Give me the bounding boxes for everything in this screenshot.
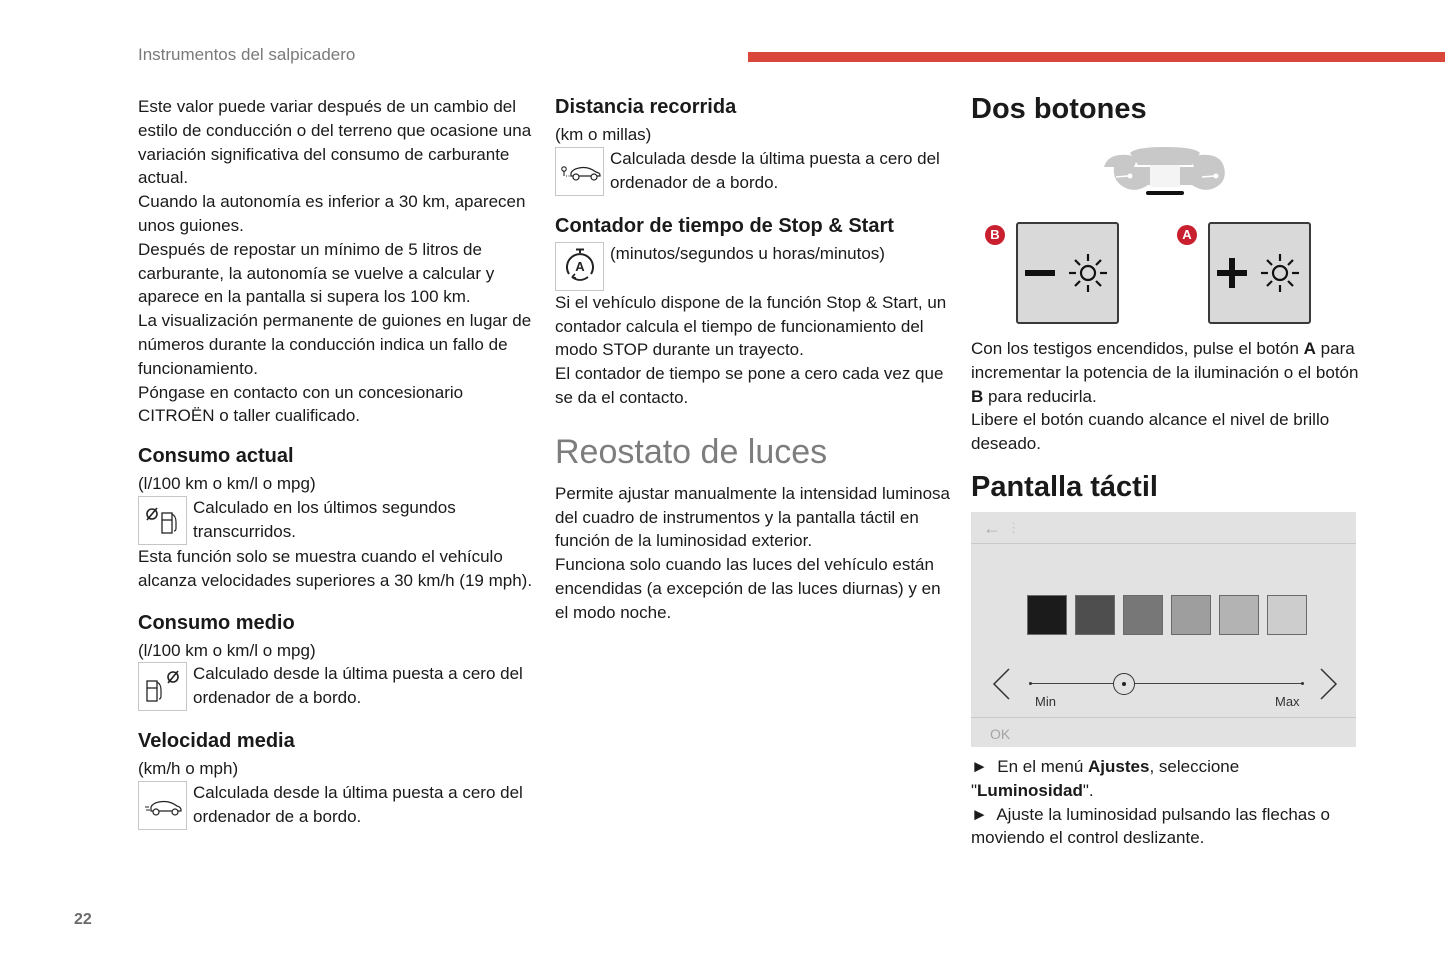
brightness-swatch-2 — [1075, 595, 1115, 635]
section-heading-reostato: Reostato de luces — [555, 432, 828, 471]
section-heading-consumo-medio: Consumo medio — [138, 611, 295, 634]
touchscreen-brightness-screen — [971, 512, 1356, 747]
button-a-ref: A — [1303, 339, 1316, 358]
section-heading-pantalla-tactil: Pantalla táctil — [971, 470, 1158, 503]
running-header-title: Instrumentos del salpicadero — [138, 45, 356, 64]
stop-start-units: (minutos/segundos u horas/minutos) — [610, 243, 885, 263]
consumo-medio-row — [138, 662, 538, 711]
intro-paragraph: La visualización permanente de guiones en lugar de números durante la conducción indica un fallo de funcionamiento. — [138, 311, 532, 378]
section-heading-dos-botones: Dos botones — [971, 93, 1147, 125]
units-text: (km/h o mph) — [138, 759, 239, 779]
svg-text:A: A — [574, 259, 585, 275]
instant-fuel-consumption-icon — [138, 496, 187, 545]
page-number: 22 — [74, 911, 92, 928]
consumo-actual-row — [138, 496, 538, 545]
dos-botones-instruction — [971, 337, 1361, 408]
dimmer-plus-button-a[interactable] — [1208, 222, 1311, 324]
intro-paragraph: Cuando la autonomía es inferior a 30 km, aparecen unos guiones. — [138, 192, 526, 235]
brightness-increase-arrow-icon[interactable] — [1317, 667, 1339, 701]
step-text: , seleccione — [1149, 757, 1240, 776]
section-heading-distancia: Distancia recorrida — [555, 96, 737, 118]
brightness-swatch-5 — [1219, 595, 1259, 635]
dos-botones-release-text: Libere el botón cuando alcance el nivel de brillo deseado. — [971, 410, 1330, 454]
brightness-slider-track[interactable] — [1031, 683, 1303, 684]
intro-paragraph: Este valor puede variar después de un cambio del estilo de conducción o del terreno que ocasione una variación significativa del consumo de carburante actual. — [138, 97, 532, 188]
quote-mark: " — [971, 780, 978, 800]
consumo-medio-description: Calculado desde la última puesta a cero del ordenador de a bordo. — [193, 664, 523, 708]
stop-start-paragraph: El contador de tiempo se pone a cero cada vez que se da el contacto. — [555, 364, 944, 407]
consumo-actual-note: Esta función solo se muestra cuando el vehículo alcanza velocidades superiores a 30 km/h (19 mph). — [138, 546, 533, 590]
step-text: ". — [1082, 780, 1094, 800]
step-1 — [971, 755, 1361, 803]
stop-start-timer-icon — [555, 242, 604, 291]
column-1 — [138, 95, 538, 830]
header-accent-bar — [748, 52, 1445, 62]
brightness-decrease-arrow-icon[interactable] — [991, 667, 1013, 701]
section-heading-velocidad-media: Velocidad media — [138, 730, 295, 753]
screen-top-bar — [971, 512, 1356, 544]
slider-min-label: Min — [1035, 694, 1056, 709]
step-text: Ajuste la luminosidad pulsando las flechas o moviendo el control deslizante. — [971, 804, 1330, 848]
brightness-swatch-1 — [1027, 595, 1067, 635]
stop-start-row — [555, 242, 950, 291]
ok-button[interactable]: OK — [990, 726, 1011, 742]
brightness-swatch-6 — [1267, 595, 1307, 635]
intro-paragraph: Después de repostar un mínimo de 5 litros de carburante, la autonomía se vuelve a calcular y aparece en la pantalla si supera los 100 km. — [138, 239, 495, 307]
average-speed-car-icon — [138, 781, 187, 830]
instruction-text: para incrementar la potencia de la iluminación o el botón — [971, 339, 1359, 382]
distancia-description: Calculada desde la última puesta a cero del ordenador de a bordo. — [610, 148, 940, 192]
brightness-swatch-3 — [1123, 595, 1163, 635]
dimmer-minus-button-b[interactable] — [1016, 222, 1119, 324]
instrument-cluster-illustration — [1100, 145, 1230, 197]
brightness-slider-knob[interactable] — [1113, 673, 1135, 695]
slider-max-label: Max — [1275, 694, 1300, 709]
button-b-badge: B — [985, 225, 1005, 245]
column-2 — [555, 95, 950, 625]
button-a-badge: A — [1177, 225, 1197, 245]
brightness-increase-icon — [1210, 224, 1309, 322]
menu-item-luminosidad: Luminosidad — [977, 780, 1083, 800]
distance-travelled-icon — [555, 147, 604, 196]
bullet-triangle-icon: ► — [971, 757, 988, 776]
section-heading-stop-start: Contador de tiempo de Stop & Start — [555, 214, 894, 237]
button-b-ref: B — [971, 386, 984, 406]
column-3-lower — [971, 337, 1361, 504]
velocidad-media-row — [138, 781, 538, 830]
back-arrow-icon[interactable]: ← — [983, 518, 1001, 538]
brightness-swatch-4 — [1171, 595, 1211, 635]
section-heading-consumo-actual: Consumo actual — [138, 445, 294, 468]
menu-dots-icon[interactable]: ⋮ — [1007, 520, 1020, 535]
units-text: (l/100 km o km/l o mpg) — [138, 474, 316, 494]
menu-name-ajustes: Ajustes — [1088, 757, 1150, 776]
step-text: En el menú — [997, 757, 1089, 776]
instruction-text: Con los testigos encendidos, pulse el botón — [971, 339, 1304, 358]
instruction-text: para reducirla. — [983, 386, 1097, 406]
screen-bottom-bar — [971, 717, 1356, 747]
consumo-actual-description: Calculado en los últimos segundos transcurridos. — [193, 497, 456, 541]
column-3 — [971, 92, 1361, 126]
distancia-row — [555, 147, 950, 196]
bullet-triangle-icon: ► — [971, 804, 988, 824]
velocidad-media-description: Calculada desde la última puesta a cero del ordenador de a bordo. — [193, 783, 523, 826]
reostato-paragraph: Funciona solo cuando las luces del vehículo están encendidas (a excepción de las luces diurnas) y en el modo noche. — [555, 555, 941, 622]
brightness-decrease-icon — [1018, 224, 1117, 322]
reostato-paragraph: Permite ajustar manualmente la intensidad luminosa del cuadro de instrumentos y la pantalla táctil en función de la luminosidad exterior. — [555, 483, 950, 551]
slider-min-dot — [1029, 682, 1032, 685]
units-text: (km o millas) — [555, 125, 652, 144]
average-fuel-consumption-icon — [138, 662, 187, 711]
slider-max-dot — [1301, 682, 1304, 685]
intro-paragraph: Póngase en contacto con un concesionario CITROËN o taller cualificado. — [138, 382, 464, 426]
units-text: (l/100 km o km/l o mpg) — [138, 640, 316, 660]
stop-start-paragraph: Si el vehículo dispone de la función Stop & Start, un contador calcula el tiempo de funcionamiento del modo STOP durante un trayecto. — [555, 292, 947, 360]
step-2 — [971, 803, 1361, 851]
pantalla-tactil-steps — [971, 755, 1361, 850]
